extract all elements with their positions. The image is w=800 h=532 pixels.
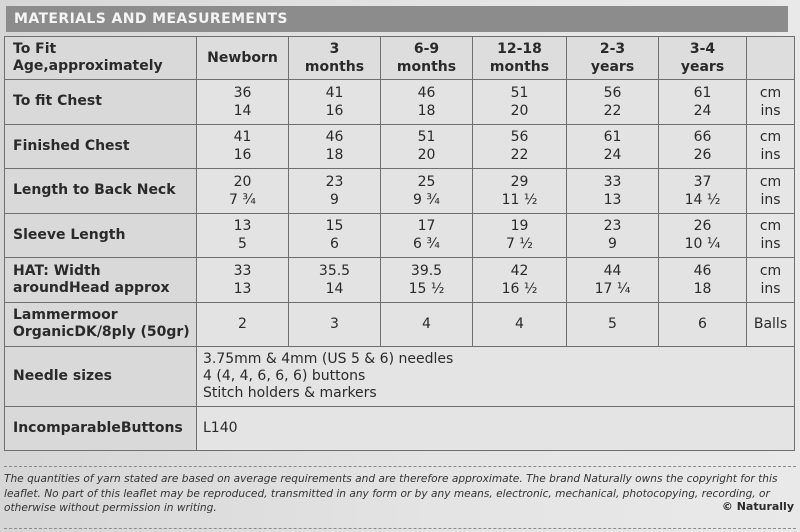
cell-line: 37 — [693, 173, 712, 190]
row-label — [5, 258, 197, 303]
buttons-value: L140 — [197, 407, 795, 451]
cell-line: 51 — [417, 129, 436, 146]
table-row — [5, 124, 795, 169]
value-cell — [473, 169, 567, 214]
cell-line: cm — [759, 218, 782, 235]
cell-line: 22 — [603, 102, 622, 119]
value-cell — [659, 124, 747, 169]
cell-line: 17 — [417, 218, 436, 235]
unit-cell — [747, 80, 795, 125]
divider-top — [4, 466, 796, 467]
needles-line: Stitch holders & markers — [203, 385, 377, 401]
cell-line: 6 ¾ — [413, 236, 440, 253]
buttons-label — [5, 407, 197, 451]
cell-line: 41 — [325, 84, 344, 101]
cell-line: 2-3 — [599, 41, 626, 57]
table-row — [5, 302, 795, 347]
cell-line: 56 — [603, 84, 622, 101]
value-cell — [289, 124, 381, 169]
cell-line: 16 — [233, 147, 252, 164]
cell-line: years — [590, 59, 635, 75]
cell-line: 46 — [417, 84, 436, 101]
cell-line: 18 — [417, 102, 436, 119]
needles-line: 4 (4, 4, 6, 6, 6) buttons — [203, 368, 366, 384]
age-column-4 — [567, 37, 659, 80]
value-cell — [381, 169, 473, 214]
cell-line: months — [304, 59, 365, 75]
value-cell — [289, 80, 381, 125]
value-cell — [473, 124, 567, 169]
cell-line: cm — [759, 262, 782, 279]
cell-line: 29 — [510, 173, 529, 190]
cell-line: 33 — [603, 173, 622, 190]
cell-line: cm — [759, 129, 782, 146]
cell-line: 26 — [693, 218, 712, 235]
cell-line: Head approx — [68, 279, 170, 296]
cell-line: 10 ¼ — [684, 236, 721, 253]
value-cell — [197, 213, 289, 258]
age-column-5 — [659, 37, 747, 80]
value-cell — [567, 302, 659, 347]
cell-line: 14 — [325, 280, 344, 297]
unit-cell — [747, 302, 795, 347]
cell-line: 23 — [325, 173, 344, 190]
cell-line: 3 — [329, 41, 340, 57]
cell-line: 6-9 — [413, 41, 440, 57]
cell-line: 5 — [238, 236, 247, 253]
cell-line: 12-18 — [497, 41, 542, 57]
cell-line: 61 — [603, 129, 622, 146]
age-column-0 — [197, 37, 289, 80]
cell-line: 16 ½ — [501, 280, 538, 297]
cell-line: 35.5 — [318, 262, 351, 279]
row-label — [5, 213, 197, 258]
needles-value — [197, 347, 795, 407]
cell-line: 15 — [325, 218, 344, 235]
cell-line: 4 — [422, 316, 431, 333]
unit-cell — [747, 213, 795, 258]
table-row — [5, 213, 795, 258]
needles-line: 3.75mm & 4mm (US 5 & 6) needles — [203, 351, 454, 367]
value-cell — [659, 213, 747, 258]
needles-row — [5, 347, 795, 407]
cell-line: 24 — [693, 102, 712, 119]
value-cell — [381, 124, 473, 169]
cell-line: Buttons — [120, 420, 183, 436]
value-cell — [659, 169, 747, 214]
cell-line: 3-4 — [689, 41, 716, 57]
value-cell — [197, 80, 289, 125]
cell-line: 26 — [693, 147, 712, 164]
cell-line: months — [396, 59, 457, 75]
cell-line: 36 — [233, 84, 252, 101]
cell-line: 4 — [515, 316, 524, 333]
cell-line: 51 — [510, 84, 529, 101]
unit-column-header — [747, 37, 795, 80]
value-cell — [567, 80, 659, 125]
cell-line: Balls — [753, 316, 788, 333]
value-cell — [567, 213, 659, 258]
cell-line: 19 — [510, 218, 529, 235]
cell-line: 20 — [510, 102, 529, 119]
cell-line: Length to Back Neck — [13, 182, 176, 199]
cell-line: Needle sizes — [13, 368, 113, 384]
value-cell — [197, 258, 289, 303]
cell-line: HAT: Width around — [13, 262, 101, 296]
cell-line: 13 — [233, 218, 252, 235]
row-label — [5, 124, 197, 169]
value-cell — [197, 302, 289, 347]
cell-line: 5 — [608, 316, 617, 333]
unit-cell — [747, 169, 795, 214]
cell-line: DK/8ply (50gr) — [74, 324, 190, 341]
cell-line: 61 — [693, 84, 712, 101]
unit-cell — [747, 124, 795, 169]
cell-line: 11 ½ — [501, 191, 538, 208]
cell-line: 46 — [325, 129, 344, 146]
cell-line: 13 — [233, 280, 252, 297]
value-cell — [567, 124, 659, 169]
table-row — [5, 258, 795, 303]
cell-line: To fit Chest — [13, 93, 102, 110]
cell-line: 22 — [510, 147, 529, 164]
row-label — [5, 80, 197, 125]
cell-line: 9 — [330, 191, 339, 208]
cell-line: ins — [760, 280, 781, 297]
cell-line: 17 ¼ — [594, 280, 631, 297]
cell-line: To Fit Age, — [13, 41, 57, 74]
table-body — [5, 37, 795, 451]
needles-label — [5, 347, 197, 407]
cell-line: 20 — [233, 173, 252, 190]
cell-line: 9 — [608, 236, 617, 253]
value-cell — [289, 258, 381, 303]
value-cell — [659, 302, 747, 347]
value-cell — [381, 258, 473, 303]
cell-line: 44 — [603, 262, 622, 279]
unit-cell — [747, 258, 795, 303]
cell-line: 6 — [698, 316, 707, 333]
cell-line: 39.5 — [410, 262, 443, 279]
value-cell — [473, 258, 567, 303]
cell-line: 7 ¾ — [229, 191, 256, 208]
cell-line: Newborn — [207, 50, 278, 66]
cell-line: 42 — [510, 262, 529, 279]
value-cell — [197, 124, 289, 169]
cell-line: 13 — [603, 191, 622, 208]
cell-line: Sleeve Length — [13, 226, 126, 243]
cell-line: cm — [759, 84, 782, 101]
cell-line: 18 — [325, 147, 344, 164]
cell-line: years — [680, 59, 725, 75]
cell-line: ins — [760, 236, 781, 253]
cell-line: 46 — [693, 262, 712, 279]
cell-line: 23 — [603, 218, 622, 235]
value-cell — [473, 80, 567, 125]
value-cell — [659, 80, 747, 125]
cell-line: 18 — [693, 280, 712, 297]
age-column-1 — [289, 37, 381, 80]
value-cell — [659, 258, 747, 303]
cell-line: 25 — [417, 173, 436, 190]
cell-line: ins — [760, 191, 781, 208]
value-cell — [197, 169, 289, 214]
cell-line: 14 — [233, 102, 252, 119]
value-cell — [473, 213, 567, 258]
brand-copyright: © Naturally — [721, 500, 794, 513]
value-cell — [473, 302, 567, 347]
header-row — [5, 37, 795, 80]
cell-line: 56 — [510, 129, 529, 146]
value-cell — [567, 169, 659, 214]
value-cell — [567, 258, 659, 303]
cell-line: 7 ½ — [506, 236, 533, 253]
cell-line: Lammermoor Organic — [13, 307, 118, 341]
cell-line: Finished Chest — [13, 137, 130, 154]
value-cell — [289, 169, 381, 214]
row-label — [5, 302, 197, 347]
copyright-notice: The quantities of yarn stated are based on average requirements and are therefore approximate. The brand Naturally owns the copyright for this leaflet. No part of this leaflet may be reproduced, transmitted in any form or by any means, electronic, mechanical, photocopying, recording, or otherwise without permission in writing. — [4, 473, 778, 514]
cell-line: 66 — [693, 129, 712, 146]
divider-bottom — [4, 528, 796, 529]
cell-line: 14 ½ — [684, 191, 721, 208]
buttons-row — [5, 407, 795, 451]
value-cell — [381, 302, 473, 347]
cell-line: 15 ½ — [408, 280, 445, 297]
age-label — [5, 37, 197, 80]
table-row — [5, 169, 795, 214]
cell-line: months — [489, 59, 550, 75]
cell-line: 9 ¾ — [413, 191, 440, 208]
measurements-table — [4, 36, 795, 451]
value-cell — [289, 302, 381, 347]
cell-line: approximately — [48, 58, 163, 74]
row-label — [5, 169, 197, 214]
value-cell — [381, 213, 473, 258]
cell-line: ins — [760, 147, 781, 164]
cell-line: 6 — [330, 236, 339, 253]
cell-line: 24 — [603, 147, 622, 164]
cell-line: 33 — [233, 262, 252, 279]
age-column-2 — [381, 37, 473, 80]
section-header: MATERIALS AND MEASUREMENTS — [6, 6, 788, 32]
cell-line: Incomparable — [13, 420, 121, 436]
cell-line: 41 — [233, 129, 252, 146]
cell-line: 20 — [417, 147, 436, 164]
cell-line: 2 — [238, 316, 247, 333]
value-cell — [289, 213, 381, 258]
table-row — [5, 80, 795, 125]
cell-line: ins — [760, 102, 781, 119]
cell-line: 3 — [330, 316, 339, 333]
age-column-3 — [473, 37, 567, 80]
cell-line: 16 — [325, 102, 344, 119]
cell-line: cm — [759, 173, 782, 190]
value-cell — [381, 80, 473, 125]
